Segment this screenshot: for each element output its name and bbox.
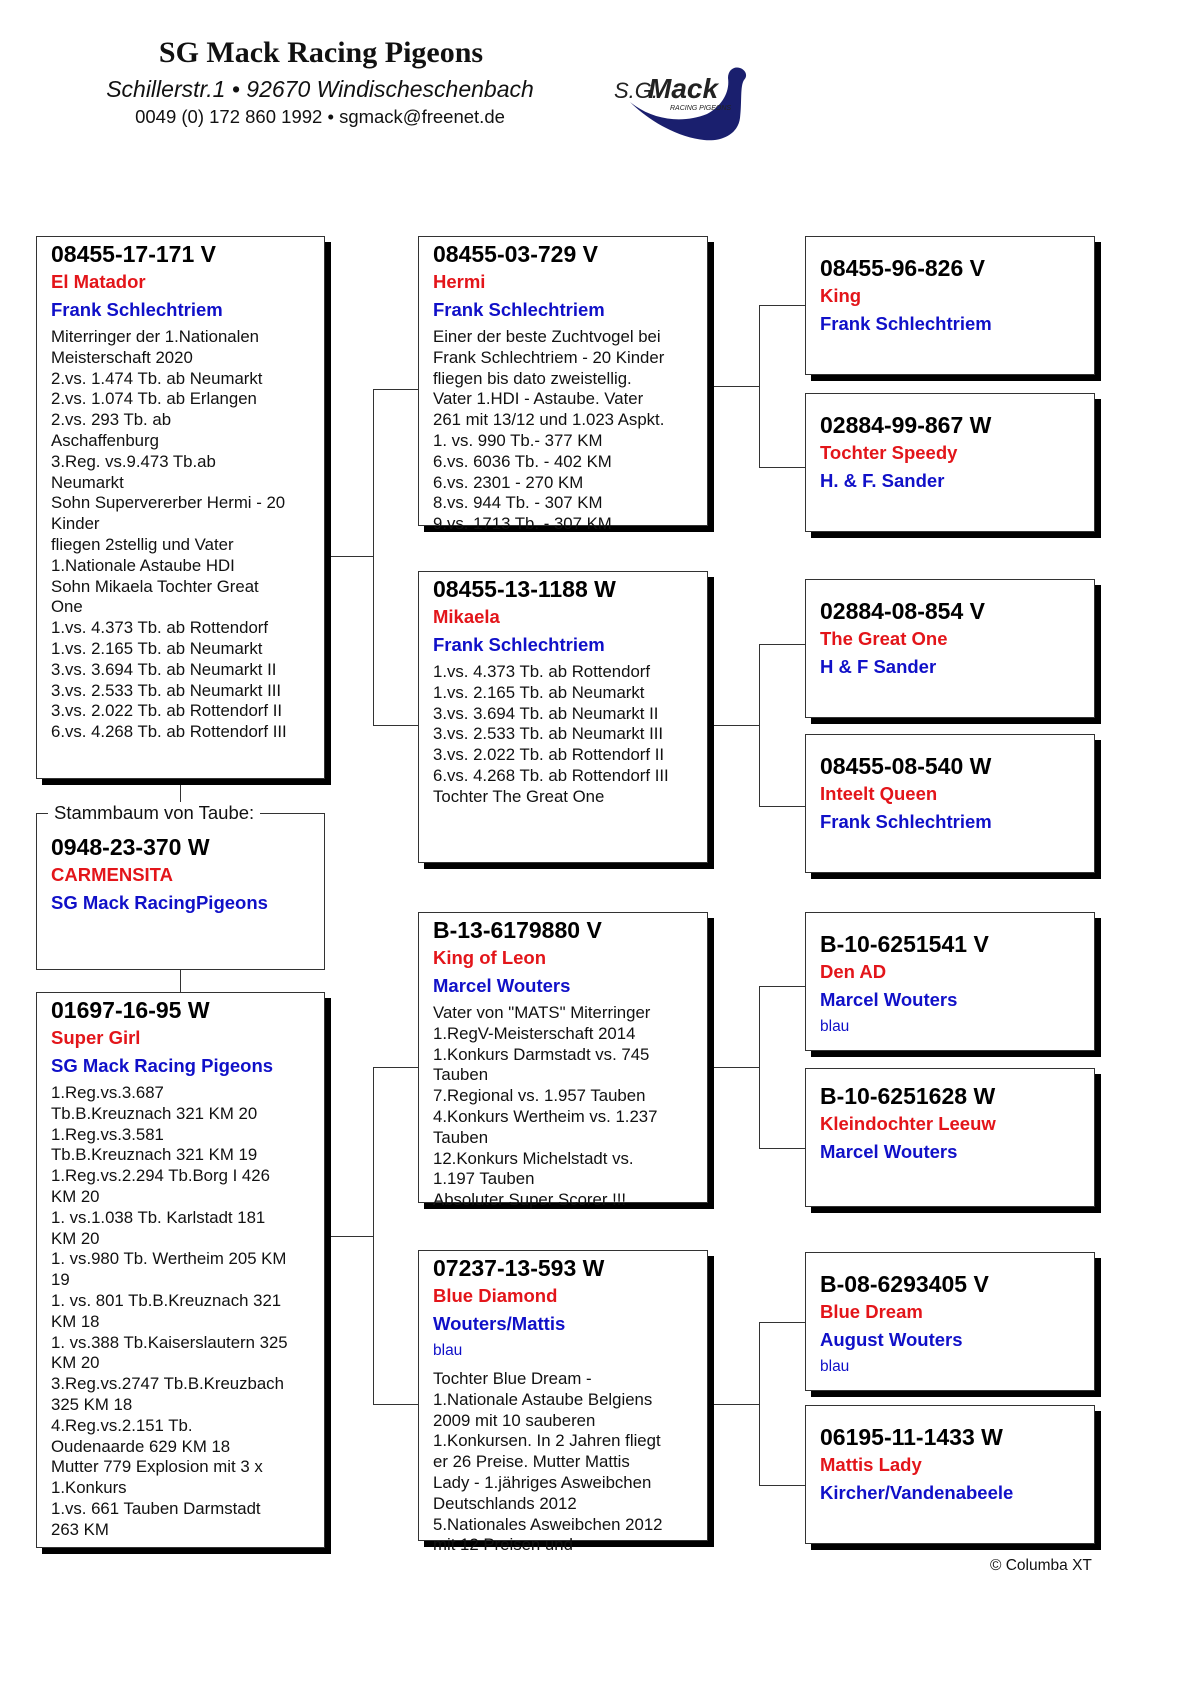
note-line: Tb.B.Kreuznach 321 KM 19 bbox=[51, 1145, 258, 1165]
pigeon-card-great-grandparent[interactable] bbox=[805, 393, 1095, 532]
note-line: 9.vs. 1713 Tb. - 307 KM bbox=[433, 514, 612, 534]
ring-number: 08455-08-540 W bbox=[820, 753, 992, 779]
note-line: Sohn Supervererber Hermi - 20 bbox=[51, 493, 286, 513]
pigeon-name: Mattis Lady bbox=[820, 1454, 922, 1475]
note-line: 1.Nationale Astaube Belgiens bbox=[433, 1389, 653, 1409]
pigeon-card-grandparent[interactable] bbox=[418, 912, 708, 1210]
connector-to-tochter-speedy bbox=[759, 467, 805, 468]
breeder-name: Wouters/Mattis bbox=[433, 1313, 566, 1334]
note-line: KM 20 bbox=[51, 1228, 100, 1248]
breeder-name: Marcel Wouters bbox=[820, 1141, 958, 1162]
ring-number: B-08-6293405 V bbox=[820, 1271, 989, 1297]
pigeon-color: blau bbox=[433, 1342, 463, 1359]
pedigree-legend: Stammbaum von Taube: bbox=[48, 802, 260, 824]
note-line: Frank Schlechtriem - 20 Kinder bbox=[433, 347, 665, 367]
pigeon-notes bbox=[433, 1369, 693, 1556]
note-line: KM 20 bbox=[51, 1186, 100, 1206]
note-line: 2009 mit 10 sauberen bbox=[433, 1410, 596, 1430]
pigeon-notes bbox=[433, 662, 693, 808]
note-line: Miterringer der 1.Nationalen bbox=[51, 327, 260, 346]
pigeon-notes bbox=[51, 327, 310, 743]
connector-hermi-out bbox=[713, 386, 759, 387]
pigeon-name: Blue Diamond bbox=[433, 1285, 558, 1306]
note-line: Deutschlands 2012 bbox=[433, 1493, 577, 1513]
pigeon-name: Inteelt Queen bbox=[820, 783, 938, 804]
note-line: 3.vs. 2.022 Tb. ab Rottendorf II bbox=[51, 701, 283, 721]
note-line: Tb.B.Kreuznach 321 KM 20 bbox=[51, 1103, 258, 1123]
note-line: Aschaffenburg bbox=[51, 430, 159, 450]
note-line: 2.vs. 293 Tb. ab bbox=[51, 410, 172, 430]
breeder-title: SG Mack Racing Pigeons bbox=[158, 36, 484, 69]
note-line: 1.vs. 661 Tauben Darmstadt bbox=[51, 1498, 261, 1518]
connector-to-inteelt-queen bbox=[759, 806, 805, 807]
pigeon-card-great-grandparent[interactable] bbox=[805, 236, 1095, 375]
pigeon-name: Tochter Speedy bbox=[820, 442, 958, 463]
connector-to-mikaela bbox=[373, 725, 418, 726]
pigeon-name: Blue Dream bbox=[820, 1301, 923, 1322]
note-line: 1. vs.1.038 Tb. Karlstadt 181 bbox=[51, 1207, 266, 1227]
logo-subtext: RACING PIGEONS bbox=[670, 105, 732, 112]
ring-number: 07237-13-593 W bbox=[433, 1255, 605, 1281]
note-line: 1.vs. 4.373 Tb. ab Rottendorf bbox=[51, 618, 269, 638]
connector-mikaela-vertical bbox=[759, 644, 760, 806]
connector-mikaela-out bbox=[713, 725, 759, 726]
connector-diamond-out bbox=[713, 1404, 759, 1405]
note-line: 1.Reg.vs.3.581 bbox=[51, 1124, 164, 1144]
note-line: 1. vs.980 Tb. Wertheim 205 KM bbox=[51, 1249, 287, 1269]
note-line: 1. vs. 990 Tb.- 377 KM bbox=[433, 430, 603, 450]
note-line: Einer der beste Zuchtvogel bei bbox=[433, 327, 661, 346]
connector-subject-dam bbox=[180, 969, 181, 992]
pigeon-name: Super Girl bbox=[51, 1027, 141, 1048]
connector-leon-out bbox=[713, 1067, 759, 1068]
logo-mack-text: Mack bbox=[648, 73, 719, 104]
note-line: 3.vs. 3.694 Tb. ab Neumarkt II bbox=[51, 659, 277, 679]
ring-number: B-10-6251628 W bbox=[820, 1083, 996, 1109]
note-line: 1.197 Tauben bbox=[433, 1169, 535, 1189]
breeder-name: August Wouters bbox=[820, 1329, 963, 1350]
pigeon-notes bbox=[433, 327, 693, 535]
ring-number: 0948-23-370 W bbox=[51, 834, 210, 860]
note-line: 1. vs.388 Tb.Kaiserslautern 325 bbox=[51, 1332, 288, 1352]
breeder-contact: 0049 (0) 172 860 1992 • sgmack@freenet.de bbox=[135, 106, 505, 127]
pigeon-color: blau bbox=[820, 1018, 850, 1035]
note-line: 261 mit 13/12 und 1.023 Aspkt. bbox=[433, 410, 665, 430]
note-line: Vater 1.HDI - Astaube. Vater bbox=[433, 389, 644, 409]
pigeon-card-great-grandparent[interactable] bbox=[805, 734, 1095, 873]
note-line: Tochter The Great One bbox=[433, 786, 605, 806]
note-line: 3.vs. 3.694 Tb. ab Neumarkt II bbox=[433, 703, 659, 723]
note-line: Neumarkt bbox=[51, 472, 124, 492]
note-line: 1.Konkursen. In 2 Jahren fliegt bbox=[433, 1431, 661, 1451]
breeder-name: SG Mack Racing Pigeons bbox=[51, 1055, 274, 1076]
note-line: 8.vs. 944 Tb. - 307 KM bbox=[433, 493, 603, 513]
breeder-name: Frank Schlechtriem bbox=[820, 811, 992, 832]
ring-number: B-10-6251541 V bbox=[820, 931, 989, 957]
pigeon-card-grandparent[interactable] bbox=[418, 571, 708, 863]
note-line: 325 KM 18 bbox=[51, 1394, 133, 1414]
note-line: Kinder bbox=[51, 514, 100, 534]
note-line: 2.vs. 1.074 Tb. ab Erlangen bbox=[51, 389, 257, 409]
breeder-name: H. & F. Sander bbox=[820, 470, 945, 491]
pigeon-name: King of Leon bbox=[433, 947, 547, 968]
note-line: 3.vs. 2.022 Tb. ab Rottendorf II bbox=[433, 745, 665, 765]
breeder-name: H & F Sander bbox=[820, 656, 937, 677]
pigeon-name: CARMENSITA bbox=[51, 864, 173, 885]
note-line: Tauben bbox=[433, 1127, 489, 1147]
connector-to-king-of-leon bbox=[373, 1067, 418, 1068]
breeder-name: Marcel Wouters bbox=[433, 975, 571, 996]
note-line: 1.Reg.vs.2.294 Tb.Borg I 426 bbox=[51, 1166, 270, 1186]
connector-to-mattis-lady bbox=[759, 1485, 805, 1486]
note-line: 3.Reg. vs.9.473 Tb.ab bbox=[51, 451, 216, 471]
copyright-footer: © Columba XT bbox=[990, 1557, 1092, 1574]
ring-number: 08455-96-826 V bbox=[820, 255, 985, 281]
note-line: Tochter Blue Dream - bbox=[433, 1369, 592, 1388]
pigeon-name: King bbox=[820, 285, 862, 306]
pigeon-card-great-grandparent[interactable] bbox=[805, 912, 1095, 1051]
ring-number: 02884-99-867 W bbox=[820, 412, 992, 438]
note-line: 1.Konkurs bbox=[51, 1478, 127, 1498]
pigeon-notes bbox=[51, 1083, 310, 1541]
note-line: Lady - 1.jähriges Asweibchen bbox=[433, 1472, 652, 1492]
breeder-address: Schillerstr.1 • 92670 Windischeschenbach bbox=[106, 76, 534, 102]
note-line: Meisterschaft 2020 bbox=[51, 347, 193, 367]
ring-number: 08455-13-1188 W bbox=[433, 576, 616, 602]
connector-to-king bbox=[759, 305, 805, 306]
note-line: 1.Konkurs Darmstadt vs. 745 bbox=[433, 1044, 650, 1064]
ring-number: 01697-16-95 W bbox=[51, 997, 210, 1023]
connector-leon-vertical bbox=[759, 986, 760, 1148]
note-line: mit 12 Preisen und bbox=[433, 1535, 573, 1555]
note-line: 1.Reg.vs.3.687 bbox=[51, 1083, 164, 1102]
note-line: Sohn Mikaela Tochter Great bbox=[51, 576, 259, 596]
note-line: 2.vs. 1.474 Tb. ab Neumarkt bbox=[51, 368, 263, 388]
note-line: 6.vs. 4.268 Tb. ab Rottendorf III bbox=[51, 722, 287, 742]
note-line: 1.vs. 2.165 Tb. ab Neumarkt bbox=[433, 682, 645, 702]
pigeon-name: Hermi bbox=[433, 271, 486, 292]
pigeon-card-grandparent[interactable] bbox=[418, 1250, 708, 1555]
connector-hermi-vertical bbox=[759, 305, 760, 467]
connector-to-great-one bbox=[759, 644, 805, 645]
connector-to-blue-diamond bbox=[373, 1404, 418, 1405]
connector-sire-vertical bbox=[373, 389, 374, 725]
pigeon-card-great-grandparent[interactable] bbox=[805, 1068, 1095, 1207]
connector-dam-vertical bbox=[373, 1067, 374, 1404]
connector-to-kleindochter bbox=[759, 1148, 805, 1149]
ring-number: 06195-11-1433 W bbox=[820, 1424, 1003, 1450]
note-line: 4.Konkurs Wertheim vs. 1.237 bbox=[433, 1106, 658, 1126]
note-line: 3.vs. 2.533 Tb. ab Neumarkt III bbox=[51, 680, 282, 700]
pigeon-name: The Great One bbox=[820, 628, 948, 649]
note-line: Mutter 779 Explosion mit 3 x bbox=[51, 1457, 263, 1477]
breeder-name: Kircher/Vandenabeele bbox=[820, 1482, 1014, 1503]
note-line: 5.Nationales Asweibchen 2012 bbox=[433, 1514, 663, 1534]
note-line: 12.Konkurs Michelstadt vs. bbox=[433, 1148, 634, 1168]
pigeon-name: Kleindochter Leeuw bbox=[820, 1113, 996, 1134]
connector-to-blue-dream bbox=[759, 1322, 805, 1323]
note-line: 1.vs. 2.165 Tb. ab Neumarkt bbox=[51, 638, 263, 658]
note-line: 6.vs. 4.268 Tb. ab Rottendorf III bbox=[433, 765, 669, 785]
pigeon-name: Mikaela bbox=[433, 606, 500, 627]
note-line: 7.Regional vs. 1.957 Tauben bbox=[433, 1086, 646, 1106]
note-line: Vater von "MATS" Miterringer bbox=[433, 1003, 651, 1022]
ring-number: 08455-03-729 V bbox=[433, 241, 598, 267]
note-line: fliegen bis dato zweistellig. bbox=[433, 368, 632, 388]
breeder-name: Frank Schlechtriem bbox=[51, 299, 223, 320]
ring-number: 02884-08-854 V bbox=[820, 598, 985, 624]
note-line: 3.vs. 2.533 Tb. ab Neumarkt III bbox=[433, 724, 664, 744]
ring-number: 08455-17-171 V bbox=[51, 241, 216, 267]
pigeon-card-sire[interactable] bbox=[36, 236, 325, 779]
note-line: 6.vs. 2301 - 270 KM bbox=[433, 472, 584, 492]
connector-to-den-ad bbox=[759, 986, 805, 987]
note-line: Oudenaarde 629 KM 18 bbox=[51, 1436, 231, 1456]
note-line: 4.Reg.vs.2.151 Tb. bbox=[51, 1415, 193, 1435]
pigeon-card-great-grandparent[interactable] bbox=[805, 1405, 1095, 1544]
pigeon-card-subject[interactable] bbox=[36, 813, 325, 970]
note-line: 1. vs. 801 Tb.B.Kreuznach 321 bbox=[51, 1290, 282, 1310]
connector-sire-out bbox=[330, 556, 373, 557]
breeder-name: Marcel Wouters bbox=[820, 989, 958, 1010]
note-line: KM 20 bbox=[51, 1353, 100, 1373]
note-line: Absoluter Super Scorer !!! bbox=[433, 1190, 627, 1210]
breeder-name: Frank Schlechtriem bbox=[820, 313, 992, 334]
connector-dam-out bbox=[330, 1236, 373, 1237]
breeder-name: Frank Schlechtriem bbox=[433, 299, 605, 320]
connector-diamond-vertical bbox=[759, 1322, 760, 1485]
sg-mack-logo bbox=[612, 62, 752, 144]
note-line: 1.vs. 4.373 Tb. ab Rottendorf bbox=[433, 662, 651, 681]
pigeon-notes bbox=[433, 1003, 693, 1211]
note-line: er 26 Preise. Mutter Mattis bbox=[433, 1452, 630, 1472]
pigeon-name: El Matador bbox=[51, 271, 146, 292]
note-line: 263 KM bbox=[51, 1519, 109, 1539]
note-line: KM 18 bbox=[51, 1311, 100, 1331]
pigeon-card-great-grandparent[interactable] bbox=[805, 579, 1095, 718]
note-line: One bbox=[51, 597, 83, 617]
pigeon-name: Den AD bbox=[820, 961, 887, 982]
pigeon-card-grandparent[interactable] bbox=[418, 236, 708, 534]
note-line: 19 bbox=[51, 1270, 70, 1290]
note-line: 6.vs. 6036 Tb. - 402 KM bbox=[433, 451, 612, 471]
note-line: 3.Reg.vs.2747 Tb.B.Kreuzbach bbox=[51, 1374, 284, 1394]
logo-sg-text: S.G. bbox=[614, 78, 659, 103]
note-line: 1.RegV-Meisterschaft 2014 bbox=[433, 1023, 636, 1043]
connector-to-hermi bbox=[373, 389, 418, 390]
breeder-name: Frank Schlechtriem bbox=[433, 634, 605, 655]
pigeon-card-dam[interactable] bbox=[36, 992, 325, 1548]
note-line: 1.Nationale Astaube HDI bbox=[51, 555, 235, 575]
note-line: Tauben bbox=[433, 1065, 489, 1085]
connector-sire-subject bbox=[180, 778, 181, 802]
pigeon-card-great-grandparent[interactable] bbox=[805, 1252, 1095, 1391]
ring-number: B-13-6179880 V bbox=[433, 917, 602, 943]
breeder-name: SG Mack RacingPigeons bbox=[51, 892, 268, 913]
note-line: fliegen 2stellig und Vater bbox=[51, 534, 234, 554]
pigeon-color: blau bbox=[820, 1358, 850, 1375]
